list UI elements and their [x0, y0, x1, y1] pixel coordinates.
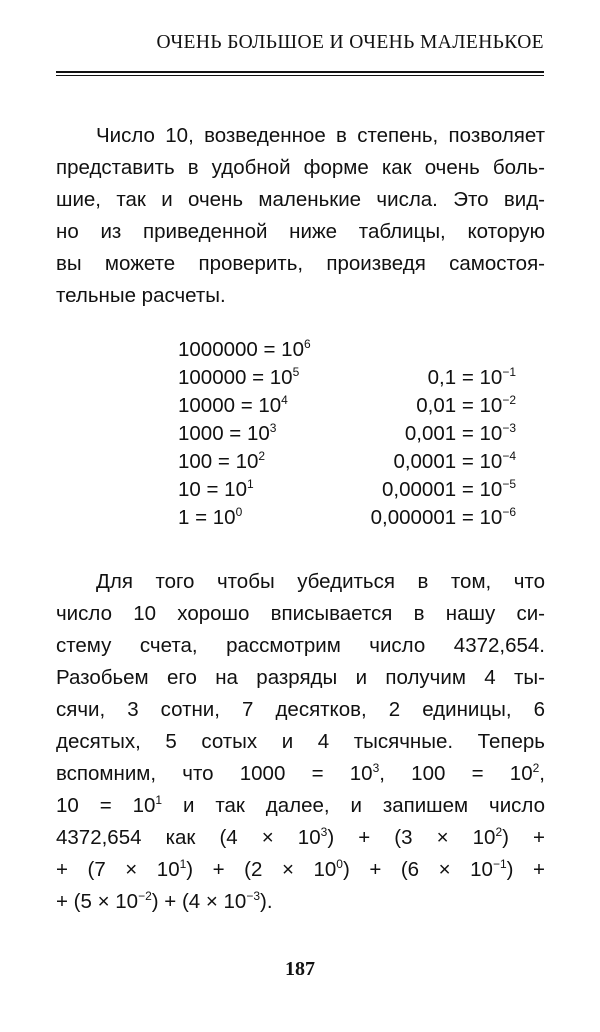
- paragraph-line: стему счета, рассмотрим число 4372,654.: [56, 634, 545, 657]
- paragraph-line: но из приведенной ниже таблицы, которую: [56, 220, 545, 243]
- large-number-entry: $10000 = 10^4$: [178, 393, 288, 417]
- paragraph-line: $10 = 10^1$ и так далее, и запишем число: [56, 793, 546, 817]
- large-number-entry: $100 = 10^2$: [178, 449, 266, 473]
- small-number-entry: $0,01 = 10^{-2}$: [416, 393, 516, 417]
- small-number-entry: $0,1 = 10^{-1}$: [427, 365, 516, 389]
- header-rule-thick: [56, 71, 544, 73]
- small-number-entry: $0,00001 = 10^{-5}$: [382, 477, 516, 501]
- example-paragraph: [56, 566, 545, 918]
- powers-of-ten-table: [178, 336, 516, 532]
- table-row: [178, 504, 516, 532]
- page-number: 187: [285, 958, 315, 980]
- table-row: [178, 476, 516, 504]
- paragraph-line: Разобьем его на разряды и получим 4 ты-: [56, 666, 545, 689]
- table-row: [178, 392, 516, 420]
- paragraph-line: тельные расчеты.: [56, 284, 226, 307]
- large-number-entry: $100000 = 10^5$: [178, 365, 300, 389]
- paragraph-line: представить в удобной форме как очень боль-: [56, 156, 545, 179]
- large-number-entry: $1000 = 10^3$: [178, 421, 277, 445]
- running-header: ОЧЕНЬ БОЛЬШОЕ И ОЧЕНЬ МАЛЕНЬКОЕ: [156, 32, 544, 53]
- paragraph-line: + $(7 \times 10^1) + (2 \times 10^0) + (6 \times 10^{-1})$ +: [56, 857, 545, 881]
- small-number-entry: $0,000001 = 10^{-6}$: [370, 505, 516, 529]
- paragraph-line: десятых, 5 сотых и 4 тысячные. Теперь: [56, 730, 545, 753]
- paragraph-line: вы можете проверить, произведя самостоя-: [56, 252, 545, 275]
- header-rule-thin: [56, 75, 544, 76]
- paragraph-line: + $(5 \times 10^{-2}) + (4 \times 10^{-3})$.: [56, 889, 273, 913]
- large-number-entry: $1000000 = 10^6$: [178, 337, 311, 361]
- large-number-entry: $10 = 10^1$: [178, 477, 254, 501]
- paragraph-line: Число 10, возведенное в степень, позволяет: [96, 124, 545, 147]
- table-row: [178, 336, 516, 364]
- large-number-entry: $1 = 10^0$: [178, 505, 243, 529]
- small-number-entry: $0,0001 = 10^{-4}$: [393, 449, 516, 473]
- paragraph-line: шие, так и очень маленькие числа. Это вид-: [56, 188, 545, 211]
- intro-paragraph: [56, 120, 545, 312]
- paragraph-line: 4372,654 как $(4 \times 10^3) + (3 \times 10^2)$ +: [56, 825, 546, 849]
- table-row: [178, 420, 516, 448]
- paragraph-line: сячи, 3 сотни, 7 десятков, 2 единицы, 6: [56, 698, 545, 721]
- paragraph-line: вспомним, что $1000 = 10^3$, $100 = 10^2$,: [56, 761, 545, 785]
- table-row: [178, 448, 516, 476]
- small-number-entry: $0,001 = 10^{-3}$: [404, 421, 516, 445]
- paragraph-line: Для того чтобы убедиться в том, что: [96, 570, 545, 593]
- paragraph-line: число 10 хорошо вписывается в нашу си-: [56, 602, 545, 625]
- table-row: [178, 364, 516, 392]
